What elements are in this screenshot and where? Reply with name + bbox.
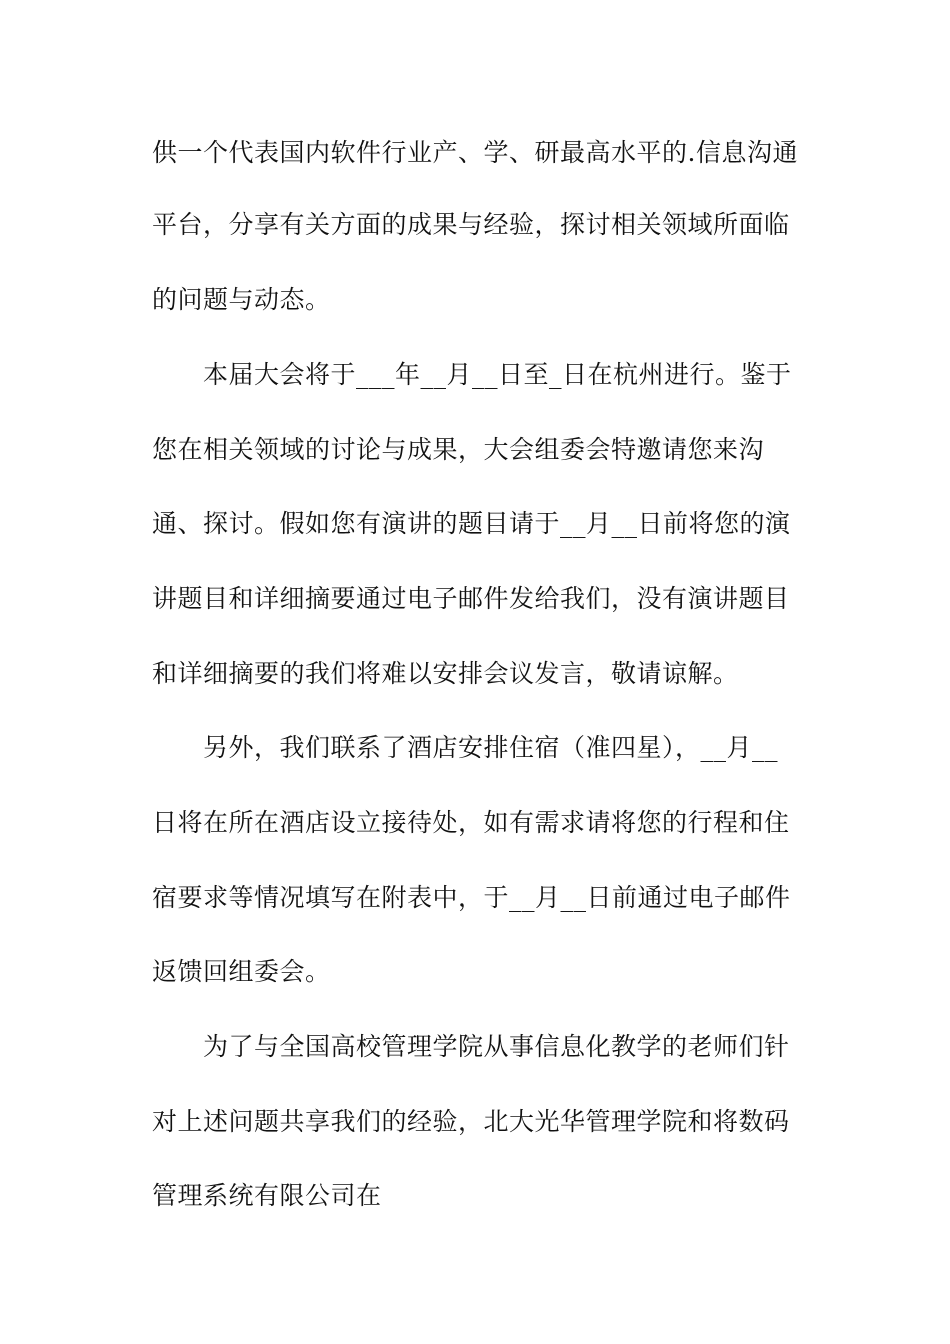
- text-line: 为了与全国高校管理学院从事信息化教学的老师们针: [203, 1032, 790, 1061]
- text-line: 供一个代表国内软件行业产、学、研最高水平的.信息沟通: [152, 138, 798, 167]
- text-line: 通、探讨。假如您有演讲的题目请于__月__日前将您的演: [152, 509, 791, 538]
- text-line: 管理系统有限公司在: [152, 1181, 382, 1210]
- text-line: 您在相关领域的讨论与成果，大会组委会特邀请您来沟: [152, 435, 765, 464]
- text-line: 本届大会将于___年__月__日至_日在杭州进行。鉴于: [203, 360, 792, 389]
- text-line: 另外，我们联系了酒店安排住宿（准四星），__月__: [203, 733, 779, 762]
- text-line: 对上述问题共享我们的经验，北大光华管理学院和将数码: [152, 1107, 790, 1136]
- text-line: 返馈回组委会。: [152, 957, 331, 986]
- text-line: 日将在所在酒店设立接待处，如有需求请将您的行程和住: [152, 808, 790, 837]
- text-line: 平台，分享有关方面的成果与经验，探讨相关领域所面临: [152, 210, 790, 239]
- text-line: 和详细摘要的我们将难以安排会议发言，敬请谅解。: [152, 659, 739, 688]
- text-line: 宿要求等情况填写在附表中，于__月__日前通过电子邮件: [152, 883, 791, 912]
- text-line: 的问题与动态。: [152, 285, 331, 314]
- text-line: 讲题目和详细摘要通过电子邮件发给我们，没有演讲题目: [152, 584, 790, 613]
